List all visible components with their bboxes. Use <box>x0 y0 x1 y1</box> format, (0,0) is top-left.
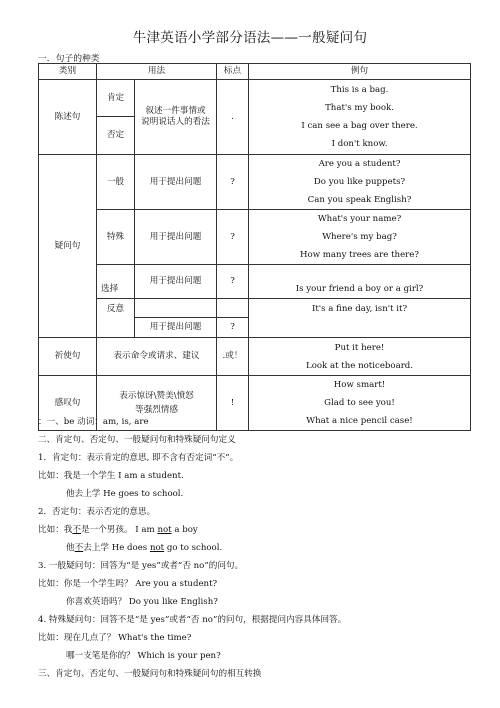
underlined-word: not <box>157 525 172 535</box>
table-row <box>39 338 471 376</box>
category-imperative: 祈使句 <box>39 338 97 376</box>
general-question-example-2: 你喜欢英语吗？ Do you like English? <box>66 597 218 607</box>
text-fragment: go to school. <box>164 543 223 553</box>
example-tag: It's a fine day, isn't it? <box>249 299 471 338</box>
example-sentence: How many trees are there? <box>300 250 419 260</box>
sub-tag: 反意 <box>97 299 135 338</box>
special-question-example-2: 哪一支笔是你的？ Which is your pen? <box>66 651 221 661</box>
usage-tag: 用于提出问题 <box>135 318 217 338</box>
affirmative-example-1: 比如：我是一个学生 I am a student. <box>38 471 184 481</box>
examples-imperative <box>249 338 471 376</box>
usage-line: 等强烈情感 <box>135 404 178 415</box>
general-question-example-1: 比如：你是一个学生吗？ Are you a student? <box>38 579 218 589</box>
sentence-types-table <box>38 63 471 431</box>
text-fragment: 是一个男孩。 I am <box>81 525 158 535</box>
header-examples: 例句 <box>249 64 471 80</box>
category-statement: 陈述句 <box>39 80 97 155</box>
example-sentence: Look at the noticeboard. <box>305 360 414 371</box>
usage-imperative: 表示命令或请求、建议 <box>97 338 217 376</box>
usage-line: 说明说话人的看法 <box>141 117 210 127</box>
negative-definition: 2．否定句：表示否定的意思。 <box>38 507 156 517</box>
usage-line: 叙述一件事情或 <box>145 106 206 117</box>
section-two-heading: 二、肯定句、否定句、一般疑问句和特殊疑问句定义 <box>38 435 236 445</box>
example-sentence: Can you speak English? <box>307 195 412 205</box>
punct-choice: ? <box>217 265 249 299</box>
text-fragment: a boy <box>171 525 198 535</box>
section-three-heading: 三、肯定句、否定句、一般疑问句和特殊疑问句的相互转换 <box>38 669 262 679</box>
header-usage: 用法 <box>97 64 217 80</box>
table-row <box>39 265 471 299</box>
punct-statement: . <box>217 80 249 155</box>
usage-general: 用于提出问题 <box>135 155 217 210</box>
usage-choice: 用于提出问题 <box>135 265 217 299</box>
affirmative-example-2: 他去上学 He goes to school. <box>66 489 184 499</box>
underlined-word: 不 <box>72 525 81 535</box>
special-question-definition: 4. 特殊疑问句：回答不是“是 yes”或者“否 no”的问句，根据提问内容具体回答。 <box>38 615 347 625</box>
example-sentence: How smart! <box>333 380 386 390</box>
affirmative-definition: 1．肯定句：表示肯定的意思, 即不含有否定词“不”。 <box>38 453 239 463</box>
sub-special: 特殊 <box>97 210 135 265</box>
text-fragment: 比如：我 <box>38 525 73 535</box>
examples-special <box>249 210 471 265</box>
punct-tag-blank <box>217 299 249 318</box>
example-sentence: Put it here! <box>334 342 385 353</box>
examples-statement <box>249 80 471 155</box>
example-sentence: I can see a bag over there. <box>301 121 418 131</box>
sub-affirmative: 肯定 <box>97 80 135 117</box>
table-header-row <box>39 64 471 80</box>
sub-general: 一般 <box>97 155 135 210</box>
example-sentence: Are you a student? <box>318 159 401 169</box>
example-choice: Is your friend a boy or a girl? <box>249 265 471 299</box>
example-sentence: Glad to see you! <box>324 398 395 408</box>
special-question-example-1: 比如：现在几点了？ What's the time? <box>38 633 192 643</box>
example-sentence: Do you like puppets? <box>313 177 406 187</box>
page-title: 牛津英语小学部分语法——一般疑问句 <box>132 30 368 46</box>
example-sentence: I don't know. <box>331 139 388 149</box>
category-exclamatory: 感叹句 <box>39 376 97 431</box>
header-punctuation: 标点 <box>217 64 249 80</box>
usage-line: 表示惊讶\赞美\愤怒 <box>119 390 194 401</box>
example-sentence: This is a bag. <box>330 85 389 95</box>
table-row <box>39 210 471 265</box>
example-sentence: What's your name? <box>317 214 402 224</box>
be-verb-line: ：一、be 动词：am, is, are <box>38 417 149 427</box>
example-sentence: That's my book. <box>325 103 394 113</box>
usage-statement <box>135 80 217 155</box>
section-heading-sentence-types: 一．句子的种类 <box>38 54 100 64</box>
text-fragment: 他 <box>66 543 75 553</box>
punct-tag: ? <box>217 318 249 338</box>
examples-general <box>249 155 471 210</box>
negative-example-1 <box>38 523 198 535</box>
table-row <box>39 299 471 318</box>
negative-example-2 <box>66 541 222 553</box>
underlined-word: 不 <box>74 543 84 553</box>
underlined-word: not <box>149 543 165 553</box>
category-question: 疑问句 <box>39 155 97 338</box>
text-fragment: 去上学 He does <box>83 543 150 553</box>
punct-special: ? <box>217 210 249 265</box>
usage-special: 用于提出问题 <box>135 210 217 265</box>
header-category: 类别 <box>39 64 97 80</box>
general-question-definition: 3. 一般疑问句：回答为“是 yes”或者“否 no”的问句。 <box>38 561 244 571</box>
punct-exclamatory: ! <box>217 376 249 431</box>
example-sentence: What a nice pencil case! <box>306 416 413 426</box>
table-row <box>39 155 471 210</box>
example-sentence: Where's my bag? <box>322 232 397 242</box>
sub-choice: 选择 <box>97 265 135 299</box>
table-row <box>39 80 471 117</box>
usage-tag-blank <box>135 299 217 318</box>
punct-general: ? <box>217 155 249 210</box>
punct-imperative: .或！ <box>217 338 249 376</box>
examples-exclamatory <box>249 376 471 431</box>
sub-negative: 否定 <box>97 117 135 155</box>
